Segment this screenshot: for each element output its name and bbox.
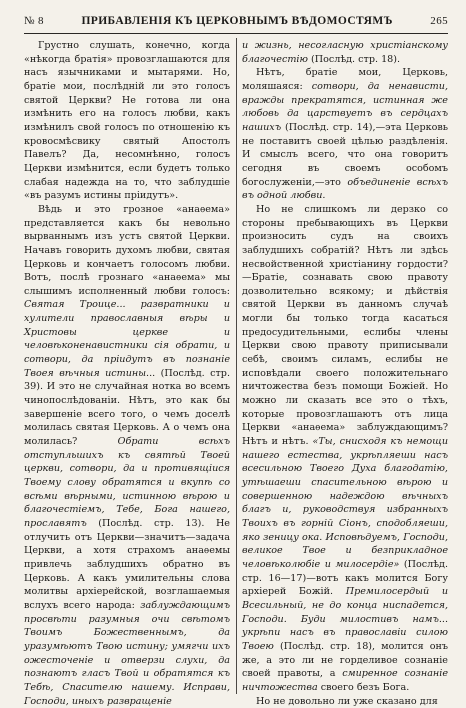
body-text: Грустно слушать, конечно, когда «нѣкогда братія» провозглашаются для насъ язычниками и мытарями. Но, братіе мои, послѣдній ли это голосъ святой Церкви? Не готова ли она измѣнить его на голосъ любви, какъ измѣнилъ свой голосъ по отношенію къ кровосмѣсвику святый Апостолъ Павелъ? Да, несомнѣнно, голосъ Церкви измѣнится, если будетъ только слабая надежда на то, что заблудшіе «въ разумъ истины пріидутъ». (24, 40, 230, 201)
quoted-text: объединеніе всѣхъ въ одной любви. (242, 177, 448, 202)
body-text: (Послѣд. стр. 18). (308, 54, 400, 65)
body-text: Но не слишкомъ ли дерзко со стороны пребывающихъ въ Церкви произносить судъ на своихъ заблудшихъ собратій? Нѣтъ ли здѣсь несвойственной христіанину гордости?—Братіе, сознавать свою правоту дозволительно всякому; и дѣйствія святой Церкви въ данномъ случаѣ могли бы только тогда касаться предосудительными, еслибы члены Церкви свою правоту приписывали себѣ, своимъ силамъ, еслибы не исповѣдали своего положительнаго ничтожества безъ помощи Божіей. Но можно ли сказать все это о тѣхъ, которые провозглашаютъ отъ лица Церкви «анаѳема» заблуждающимъ? Нѣтъ и нѣтъ. (242, 204, 448, 447)
paragraph (24, 203, 230, 708)
quoted-text: смиренное сознаніе ничтожества (242, 668, 448, 693)
paragraph (242, 203, 448, 695)
paragraph (242, 66, 448, 203)
header-rule (24, 33, 448, 34)
right-column (242, 39, 448, 696)
body-text: (Послѣд. стр. 39). И это не случайная нотка во всемъ чинопослѣдованіи. Нѣтъ, это как бы завершеніе всего того, о чемъ доселѣ молилась святая Церковь. А о чемъ она молилась? (24, 368, 230, 447)
quoted-text: сотвори, да ненависти, вражды прекратятся, истинная же любовь да царствуетъ въ сердцахъ нашихъ (242, 81, 448, 133)
body-text: (Послѣд. стр. 16—17)—вотъ какъ молится Богу архіерей Божій. (242, 559, 448, 597)
column-divider (236, 38, 237, 694)
page-number: 265 (430, 15, 448, 27)
quoted-text: «Ты, снисходя къ немощи нашего естества, укрѣпляеши насъ всесильною Твоего Духа благодатію, утѣшаеши спасительною вѣрою и совершенною надеждою вѣчныхъ благъ и, руководствуя избранныхъ Твоихъ въ горній Сіонъ, сподобляеши, яко зеницу ока. Исповѣдуемъ, Господи, великое Твое и безприкладное человѣколюбіе и милосердіе» (242, 436, 448, 570)
quoted-text: Святая Троице... развратники и хулители православныя вѣры и Христовы церкве и человѣконенавистники сія обрати, и сотвори, да пріидутъ въ познаніе Твоея вѣчныя истины... (24, 299, 230, 378)
paragraph (24, 39, 230, 203)
body-text: Нѣтъ, братіе мои, Церковь, моляшаяся: (242, 67, 448, 92)
body-text: (Послѣд. стр. 18), молится онъ же, а это ли не горделивое сознаніе своей правоты, а (242, 641, 448, 679)
quoted-text: Обрати всѣхъ отступльшихъ къ святѣй Твоей церкви, сотвори, да и противящіися Твоему слову обратятся и вкупѣ со всѣми вѣрными, истинною вѣрою и благочестіемъ, Тебе, Бога нашего, прославятъ (24, 436, 230, 529)
paragraph (242, 39, 448, 66)
body-text: (Послѣд. стр. 13). Не отлучить отъ Церкви—значитъ—задача Церкви, а хотя страхомъ анаѳемы привлечь заблудшихъ обратно въ Церковь. А какъ умилительны слова молитвы архіерейской, возглашаемыя вслухъ всего народа: (24, 518, 230, 611)
body-text: Но не довольно ли уже сказано для (256, 696, 438, 707)
issue-number: № 8 (24, 15, 44, 27)
quoted-text: и жизнь, несогласную христіанскому благочестію (242, 40, 448, 65)
left-column (24, 39, 230, 696)
body-text: своего безъ Бога. (318, 682, 410, 693)
paragraph (242, 695, 448, 708)
body-text: (Послѣд. стр. 14),—эта Церковь не поставитъ своей цѣлью раздѣленія. И смыслъ всего, что она говоритъ сегодня въ своемъ особомъ богослуженіи,—это (242, 122, 448, 188)
quoted-text: заблуждающимъ просвѣти разумныя очи свѣтомъ Твоимъ Божественнымъ, да уразумѣютъ Твою истину; умягчи ихъ ожесточеніе и отверзи слухи, да познаютъ гласъ Твой и обратятся къ Тебѣ, Спасителю нашему. Исправи, Господи, иныхъ развращеніе (24, 600, 230, 707)
journal-title: ПРИБАВЛЕНІЯ КЪ ЦЕРКОВНЫМЪ ВѢДОМОСТЯМЪ (44, 15, 430, 27)
quoted-text: Премилосердый и Всесильный, не до конца ниспадется, Господи. Буди милостивъ намъ... укрѣпи насъ въ православіи силою Твоею (242, 586, 448, 652)
running-header (24, 12, 448, 30)
body-text: Вѣдь и это грозное «анаѳема» представляется какъ бы невольно вырваннымъ изъ устъ святой Церкви. Начавъ говорить духомъ любви, святая Церковь и кончаетъ голосомъ любви. Вотъ, послѣ грознаго «анаѳема» мы слышимъ исполненный любви голосъ: (24, 204, 230, 297)
